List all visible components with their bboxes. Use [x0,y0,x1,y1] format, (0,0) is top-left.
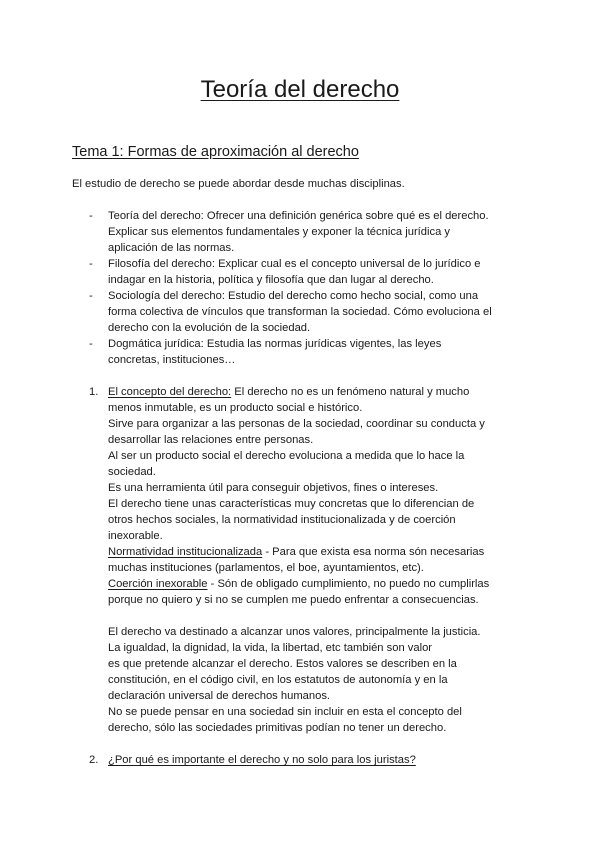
numbered-list [72,384,532,768]
paragraph-line: constitución, en el código civil, en los estatutos de autonomía y en la [108,674,448,686]
dash-bullet: - [89,290,93,302]
list-item-line: Teoría del derecho: Ofrecer una definición genérica sobre qué es el derecho. [108,210,489,222]
item-number: 2. [89,754,99,766]
list-item-line: Sociología del derecho: Estudio del derecho como hecho social, como una [108,290,479,302]
coercion-definition: - Són de obligado cumplimiento, no puedo no cumplirlas [207,578,490,590]
paragraph-line: La igualdad, la dignidad, la vida, la libertad, etc también son valor [108,642,433,654]
list-item-line: concretas, instituciones… [108,354,236,366]
paragraph-line: declaración universal de derechos humanos. [108,690,331,702]
list-item-line: Explicar sus elementos fundamentales y exponer la técnica jurídica y [108,226,451,238]
numbered-item-1 [72,384,532,736]
paragraph-line: desarrollar las relaciones entre personas. [108,434,314,446]
coercion-term: Coerción inexorable [108,578,208,590]
paragraph-line: Es una herramienta útil para conseguir objetivos, fines o intereses. [108,482,439,494]
disciplines-list [72,208,532,368]
list-item-line: Dogmática jurídica: Estudia las normas jurídicas vigentes, las leyes [108,338,442,350]
normatividad-term: Normatividad institucionalizada [108,546,263,558]
document-title: Teoría del derecho [200,76,400,103]
paragraph-line: El derecho tiene unas características muy concretas que lo diferencian de [108,498,475,510]
item-heading: El concepto del derecho: [108,386,232,398]
item-heading-rest: El derecho no es un fenómeno natural y mucho [231,386,470,398]
section-heading: Tema 1: Formas de aproximación al derecho [72,144,359,160]
paragraph-line: otros hechos sociales, la normatividad institucionalizada y de coerción [108,514,456,526]
paragraph-line: sociedad. [108,466,156,478]
list-item-line: Filosofía del derecho: Explicar cual es el concepto universal de lo jurídico e [108,258,481,270]
list-item-line: forma colectiva de vínculos que transforman la sociedad. Cómo evoluciona el [108,306,492,318]
list-item-line: aplicación de las normas. [108,242,235,254]
list-item [72,208,532,256]
dash-bullet: - [89,258,93,270]
item-heading-line [108,384,532,400]
paragraph-line: muchas instituciones (parlamentos, el boe, ayuntamientos, etc). [108,562,424,574]
paragraph-line: Al ser un producto social el derecho evoluciona a medida que lo hace la [108,450,465,462]
list-item [72,336,532,368]
list-item [72,288,532,336]
coercion-line [108,576,532,592]
paragraph-line: porque no quiero y si no se cumplen me puedo enfrentar a consecuencias. [108,594,479,606]
paragraph-line: El derecho va destinado a alcanzar unos valores, principalmente la justicia. [108,626,481,638]
numbered-item-2 [72,752,532,768]
paragraph-line: inexorable. [108,530,163,542]
paragraph-line: Sirve para organizar a las personas de la sociedad, coordinar su conducta y [108,418,485,430]
dash-bullet: - [89,210,93,222]
paragraph-line: menos inmutable, es un producto social e histórico. [108,402,363,414]
intro-paragraph: El estudio de derecho se puede abordar desde muchas disciplinas. [72,178,405,190]
paragraph-line: No se puede pensar en una sociedad sin incluir en esta el concepto del [108,706,462,718]
list-item-line: indagar en la historia, política y filosofía que dan lugar al derecho. [108,274,434,286]
normatividad-definition: - Para que exista esa norma són necesarias [262,546,485,558]
dash-bullet: - [89,338,93,350]
item-heading-line [108,752,532,768]
item-heading: ¿Por qué es importante el derecho y no solo para los juristas? [108,754,416,766]
paragraph-line: es que pretende alcanzar el derecho. Estos valores se describen en la [108,658,457,670]
list-item-line: derecho con la evolución de la sociedad. [108,322,311,334]
paragraph-gap [108,608,532,624]
normatividad-line [108,544,532,560]
paragraph-line: derecho, sólo las sociedades primitivas podían no tener un derecho. [108,722,447,734]
item-number: 1. [89,386,99,398]
list-item [72,256,532,288]
